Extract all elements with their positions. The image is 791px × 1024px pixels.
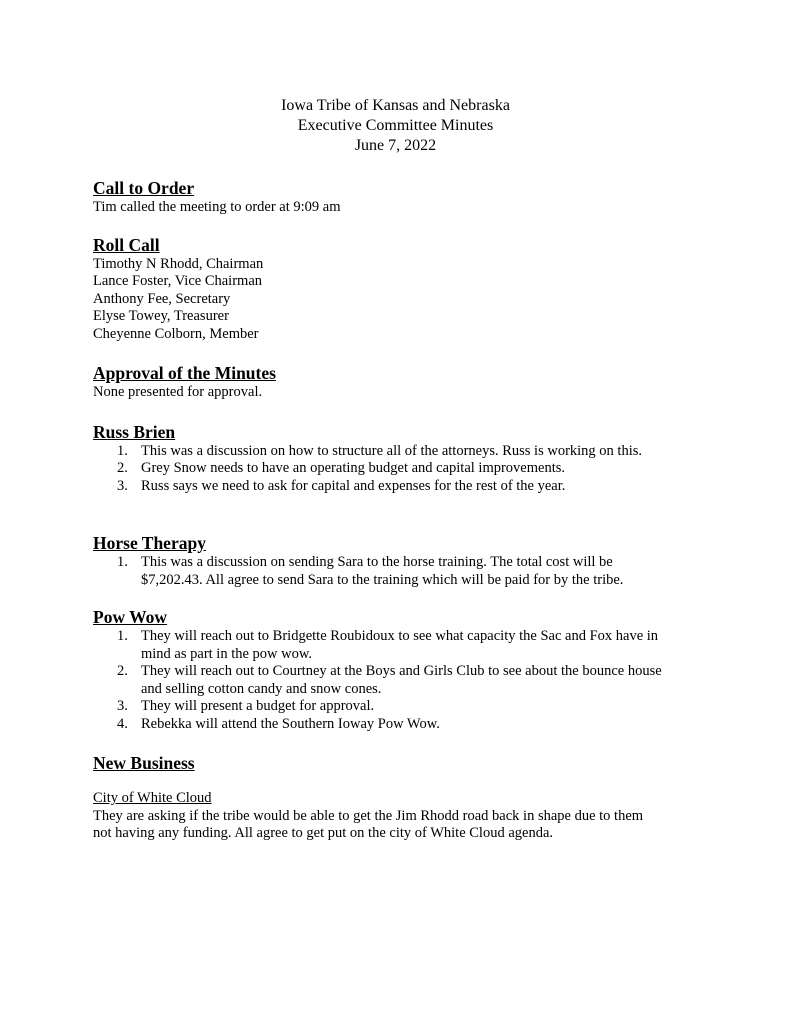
document-header [0, 96, 791, 156]
subsection-heading: City of White Cloud [93, 790, 212, 806]
numbered-list [93, 554, 713, 589]
section-heading: Pow Wow [93, 607, 168, 627]
list-item [93, 716, 713, 734]
roll-call-member: Cheyenne Colborn, Member [93, 325, 259, 342]
list-number: 2. [117, 663, 128, 679]
roll-call-member: Timothy N Rhodd, Chairman [93, 255, 264, 272]
list-number: 2. [117, 460, 128, 476]
list-item-text: and selling cotton candy and snow cones. [141, 680, 382, 697]
section-heading: Call to Order [93, 178, 195, 198]
list-item-text: This was a discussion on how to structure all of the attorneys. Russ is working on this. [141, 442, 643, 459]
section-roll-call [93, 235, 713, 344]
meeting-date: June 7, 2022 [354, 137, 437, 154]
list-item-text: Rebekka will attend the Southern Ioway Pow Wow. [141, 715, 440, 732]
section-heading: Approval of the Minutes [93, 363, 276, 383]
numbered-list [93, 443, 713, 496]
organization-name: Iowa Tribe of Kansas and Nebraska [281, 97, 510, 114]
approval-text: None presented for approval. [93, 384, 263, 400]
section-horse-therapy [93, 533, 713, 589]
list-item-text: They will present a budget for approval. [141, 698, 375, 714]
list-item-text: Russ says we need to ask for capital and expenses for the rest of the year. [141, 477, 566, 494]
list-item [93, 443, 713, 461]
list-item-text: mind as part in the pow wow. [141, 645, 313, 662]
roll-call-member: Anthony Fee, Secretary [93, 290, 231, 307]
list-item-text: $7,202.43. All agree to send Sara to the training which will be paid for by the tribe. [141, 571, 624, 588]
section-russ-brien [93, 422, 713, 496]
list-number: 3. [117, 477, 128, 494]
list-item [93, 628, 713, 663]
minutes-body [93, 178, 713, 843]
list-number: 3. [117, 698, 128, 714]
call-to-order-text: Tim called the meeting to order at 9:09 am [93, 199, 341, 215]
list-item-text: Grey Snow needs to have an operating budget and capital improvements. [141, 460, 566, 476]
list-number: 1. [117, 554, 128, 570]
section-heading: New Business [93, 753, 195, 773]
list-item-text: They will reach out to Courtney at the Boys and Girls Club to see about the bounce house [141, 663, 662, 679]
roll-call-member: Lance Foster, Vice Chairman [93, 273, 263, 289]
document-title: Executive Committee Minutes [297, 117, 494, 134]
section-approval [93, 363, 713, 402]
section-heading: Roll Call [93, 234, 160, 255]
list-number: 4. [117, 715, 128, 732]
list-number: 1. [117, 442, 128, 459]
paragraph-line: They are asking if the tribe would be able to get the Jim Rhodd road back in shape due to them [93, 807, 644, 824]
list-item [93, 478, 713, 496]
section-heading: Russ Brien [93, 421, 176, 442]
section-pow-wow [93, 607, 713, 733]
list-item [93, 663, 713, 698]
paragraph-line: not having any funding. All agree to get put on the city of White Cloud agenda. [93, 825, 554, 841]
section-call-to-order [93, 178, 713, 217]
list-item [93, 698, 713, 716]
section-heading: Horse Therapy [93, 533, 206, 553]
list-item [93, 460, 713, 478]
numbered-list [93, 628, 713, 733]
list-number: 1. [117, 628, 128, 644]
roll-call-member: Elyse Towey, Treasurer [93, 308, 229, 324]
list-item-text: They will reach out to Bridgette Roubidoux to see what capacity the Sac and Fox have in [141, 628, 659, 644]
list-item [93, 554, 713, 589]
list-item-text: This was a discussion on sending Sara to the horse training. The total cost will be [141, 554, 613, 570]
section-new-business [93, 753, 713, 843]
